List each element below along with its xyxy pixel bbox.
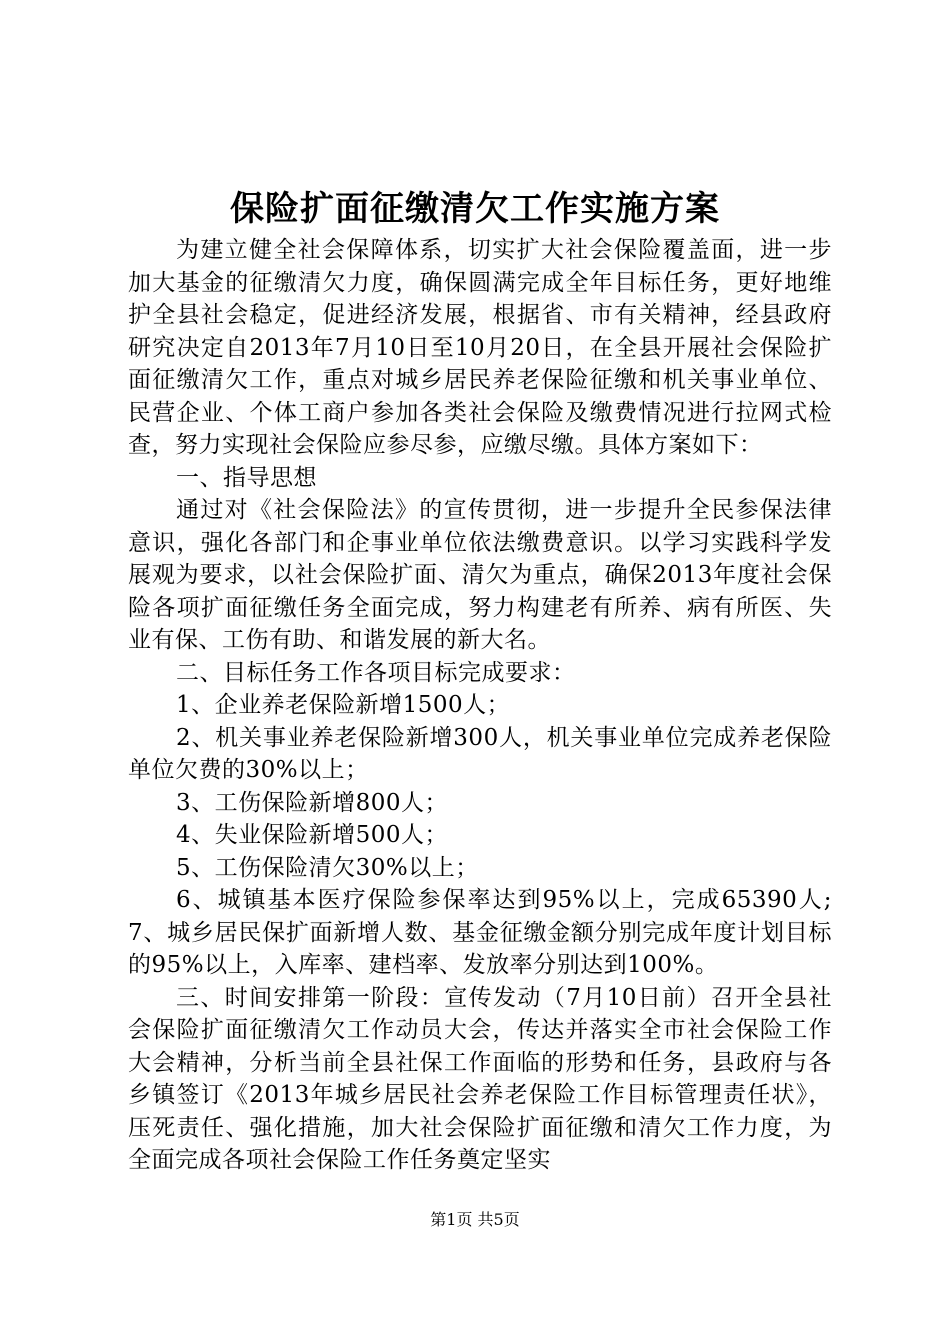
document-body: [128, 234, 832, 1177]
section-heading-targets: 二、目标任务工作各项目标完成要求：: [176, 659, 576, 686]
target-item-4: 4、失业保险新增500人；: [176, 822, 449, 848]
target-item-5: 5、工伤保险清欠30%以上；: [176, 854, 479, 881]
page-footer: 第1页 共5页: [430, 1210, 520, 1229]
guiding-ideology-paragraph: 通过对《社会保险法》的宣传贯彻，进一步提升全民参保法律意识，强化各部门和企事业单位依法缴费意识。以学习实践科学发展观为要求，以社会保险扩面、清欠为重点，确保2013年度社会保险各项扩面征缴任务全面完成，努力构建老有所养、病有所医、失业有保、工伤有助、和谐发展的新大名。: [128, 497, 832, 653]
target-item-1: 1、企业养老保险新增1500人；: [176, 692, 511, 718]
schedule-paragraph: 三、时间安排第一阶段：宣传发动（7月10日前）召开全县社会保险扩面征缴清欠工作动员大会，传达并落实全市社会保险工作大会精神，分析当前全县社保工作面临的形势和任务，县政府与各乡镇签订《2013年城乡居民社会养老保险工作目标管理责任状》，压死责任、强化措施，加大社会保险扩面征缴和清欠工作力度，为全面完成各项社会保险工作任务奠定坚实: [128, 984, 832, 1173]
section-heading-guiding-ideology: 一、指导思想: [176, 464, 317, 491]
target-item-6-7: 6、城镇基本医疗保险参保率达到95%以上，完成65390人;7、城乡居民保扩面新增人数、基金征缴金额分别完成年度计划目标的95%以上，入库率、建档率、发放率分别达到100%。: [128, 887, 832, 978]
target-item-2: 2、机关事业养老保险新增300人，机关事业单位完成养老保险单位欠费的30%以上；: [128, 724, 832, 783]
document-title: 保险扩面征缴清欠工作实施方案: [230, 189, 720, 229]
target-item-3: 3、工伤保险新增800人；: [176, 789, 449, 816]
intro-paragraph: 为建立健全社会保障体系，切实扩大社会保险覆盖面，进一步加大基金的征缴清欠力度，确保圆满完成全年目标任务，更好地维护全县社会稳定，促进经济发展，根据省、市有关精神，经县政府研究决定自2013年7月10日至10月20日，在全县开展社会保险扩面征缴清欠工作，重点对城乡居民养老保险征缴和机关事业单位、民营企业、个体工商户参加各类社会保险及缴费情况进行拉网式检查，努力实现社会保险应参尽参，应缴尽缴。具体方案如下：: [128, 237, 832, 458]
